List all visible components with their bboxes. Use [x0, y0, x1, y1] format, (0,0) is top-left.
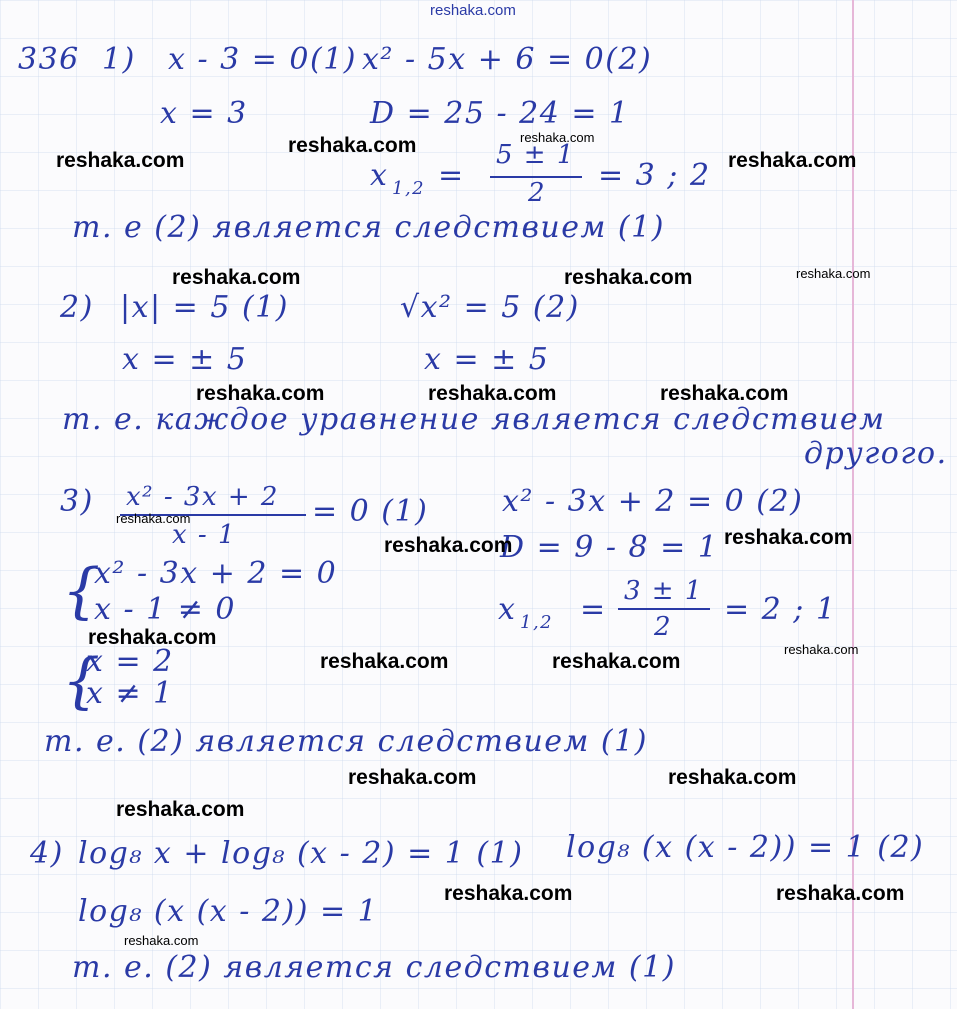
- part-3-fraction2-line: [618, 608, 710, 610]
- watermark: reshaka.com: [728, 149, 857, 172]
- part-3-number: 3): [60, 484, 94, 519]
- watermark: reshaka.com: [428, 382, 557, 405]
- part-2-conclusion: т. е. каждое уравнение является следствием: [62, 402, 886, 437]
- watermark: reshaka.com: [172, 266, 301, 289]
- watermark: reshaka.com: [520, 130, 595, 145]
- part-1-equation-1: x - 3 = 0(1): [168, 42, 358, 77]
- watermark: reshaka.com: [124, 933, 199, 948]
- part-3-fraction2-denominator: 2: [654, 612, 673, 642]
- part-4-line-2: log₈ (x (x - 2)) = 1: [78, 894, 379, 929]
- part-3-discriminant: D = 9 - 8 = 1: [500, 530, 719, 565]
- part-2-solution-1: x = ± 5: [122, 342, 248, 377]
- part-4-conclusion: т. е. (2) является следствием (1): [72, 950, 676, 985]
- part-3-fraction-denominator: x - 1: [172, 520, 237, 550]
- system-brace-1: {: [62, 556, 101, 626]
- part-1-number: 1): [102, 42, 136, 77]
- watermark: reshaka.com: [444, 882, 573, 905]
- watermark: reshaka.com: [796, 266, 871, 281]
- part-2-conclusion-2: другого.: [804, 436, 948, 471]
- system-brace-2: {: [62, 646, 101, 716]
- part-2-number: 2): [60, 290, 94, 325]
- part-1-roots: = 3 ; 2: [598, 158, 711, 193]
- part-3-system-1b: x - 1 ≠ 0: [94, 592, 237, 627]
- part-2-solution-2: x = ± 5: [424, 342, 550, 377]
- part-3-equation-1-tail: = 0 (1): [312, 494, 429, 529]
- part-1-fraction-numerator: 5 ± 1: [496, 140, 575, 170]
- part-1-solution-1: x = 3: [160, 96, 248, 131]
- part-1-conclusion: т. е (2) является следствием (1): [72, 210, 665, 245]
- part-3-conclusion: т. е. (2) является следствием (1): [44, 724, 648, 759]
- watermark: reshaka.com: [668, 766, 797, 789]
- part-3-x-subscript: 1,2: [520, 612, 554, 633]
- part-3-roots: = 2 ; 1: [724, 592, 837, 627]
- part-4-number: 4): [30, 836, 64, 871]
- part-1-equals: =: [438, 158, 465, 193]
- watermark: reshaka.com: [88, 626, 217, 649]
- watermark: reshaka.com: [564, 266, 693, 289]
- part-3-equation-2: x² - 3x + 2 = 0 (2): [502, 484, 804, 519]
- watermark: reshaka.com: [288, 134, 417, 157]
- part-1-equation-2: x² - 5x + 6 = 0(2): [362, 42, 653, 77]
- part-1-x-subscript: 1,2: [392, 178, 426, 199]
- watermark: reshaka.com: [116, 798, 245, 821]
- part-4-equation-2: log₈ (x (x - 2)) = 1 (2): [566, 830, 925, 865]
- watermark: reshaka.com: [116, 511, 191, 526]
- part-3-system-1a: x² - 3x + 2 = 0: [94, 556, 338, 591]
- part-3-system-2a: x = 2: [86, 644, 174, 679]
- watermark: reshaka.com: [384, 534, 513, 557]
- part-1-discriminant: D = 25 - 24 = 1: [370, 96, 630, 131]
- part-2-equation-1: |x| = 5 (1): [120, 290, 289, 325]
- watermark: reshaka.com: [56, 149, 185, 172]
- part-3-system-2b: x ≠ 1: [86, 676, 174, 711]
- watermark: reshaka.com: [430, 2, 516, 19]
- part-3-x-label: x: [498, 592, 517, 627]
- part-2-equation-2: √x² = 5 (2): [400, 290, 580, 325]
- part-3-equals: =: [580, 592, 607, 627]
- part-3-fraction2-numerator: 3 ± 1: [624, 576, 703, 606]
- part-4-equation-1: log₈ x + log₈ (x - 2) = 1 (1): [78, 836, 524, 871]
- part-3-fraction-numerator: x² - 3x + 2: [126, 482, 279, 512]
- watermark: reshaka.com: [776, 882, 905, 905]
- watermark: reshaka.com: [784, 642, 859, 657]
- watermark: reshaka.com: [348, 766, 477, 789]
- part-1-x-label: x: [370, 158, 389, 193]
- watermark: reshaka.com: [196, 382, 325, 405]
- watermark: reshaka.com: [724, 526, 853, 549]
- part-1-fraction-denominator: 2: [528, 178, 547, 208]
- watermark: reshaka.com: [552, 650, 681, 673]
- watermark: reshaka.com: [660, 382, 789, 405]
- problem-number: 336: [18, 42, 80, 77]
- watermark: reshaka.com: [320, 650, 449, 673]
